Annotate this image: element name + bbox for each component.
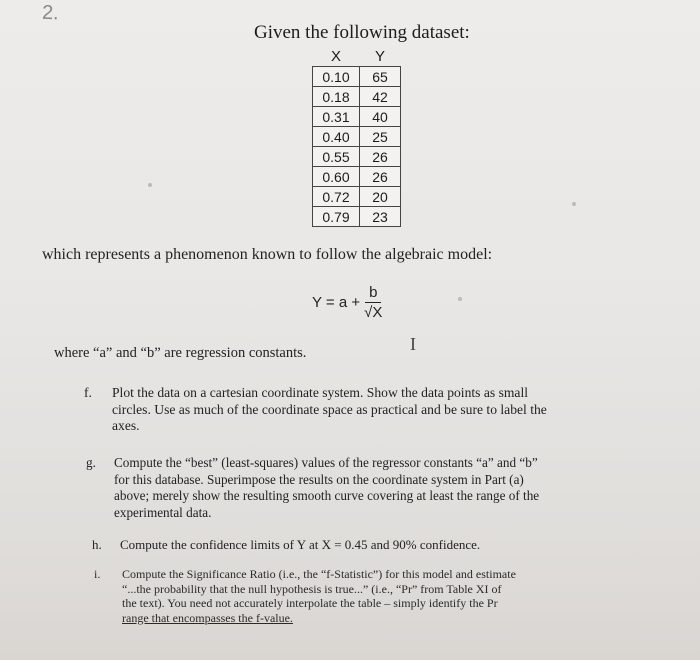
item-label: i. xyxy=(94,567,101,581)
cell-x: 0.10 xyxy=(313,67,360,87)
item-text xyxy=(122,567,516,625)
intro-heading: Given the following dataset: xyxy=(254,22,470,43)
where-statement: where “a” and “b” are regression constants. xyxy=(54,345,307,361)
cell-y: 20 xyxy=(360,187,401,207)
item-line: the text). You need not accurately interpolate the table – simply identify the Pr xyxy=(122,596,498,610)
cell-y: 26 xyxy=(360,167,401,187)
table-row xyxy=(313,207,401,227)
cell-x: 0.60 xyxy=(313,167,360,187)
cell-y: 42 xyxy=(360,87,401,107)
cell-y: 65 xyxy=(360,67,401,87)
item-text xyxy=(114,455,539,521)
dataset-table xyxy=(312,46,401,227)
item-text xyxy=(120,537,480,554)
item-line: Compute the Significance Ratio (i.e., the “f-Statistic”) for this model and estimate xyxy=(122,567,516,581)
table-row xyxy=(313,67,401,87)
cell-x: 0.31 xyxy=(313,107,360,127)
item-line: experimental data. xyxy=(114,504,212,520)
item-label: f. xyxy=(84,385,92,400)
item-label: g. xyxy=(86,455,96,470)
cell-y: 26 xyxy=(360,147,401,167)
cell-x: 0.18 xyxy=(313,87,360,107)
cell-x: 0.40 xyxy=(313,127,360,147)
formula-denominator: √X xyxy=(364,304,383,321)
table-row xyxy=(313,127,401,147)
item-line: above; merely show the resulting smooth curve covering at least the range of the xyxy=(114,488,540,503)
formula-fraction xyxy=(364,284,382,321)
item-line: for this database. Superimpose the results on the coordinate system in Part (a) xyxy=(114,471,524,487)
column-header-x: X xyxy=(330,47,341,65)
dataset-table-container xyxy=(312,46,401,227)
problem-number: 2. xyxy=(41,1,60,25)
table-row xyxy=(313,87,401,107)
item-line: circles. Use as much of the coordinate space as practical and be sure to label the xyxy=(112,401,547,417)
cell-x: 0.72 xyxy=(313,187,360,207)
cell-x: 0.79 xyxy=(313,207,360,227)
cell-x: 0.55 xyxy=(313,147,360,167)
table-row xyxy=(313,167,401,187)
cell-y: 23 xyxy=(360,207,401,227)
item-line: axes. xyxy=(112,418,140,433)
item-line: Plot the data on a cartesian coordinate system. Show the data points as small xyxy=(112,385,529,400)
item-line: range that encompasses the f-value. xyxy=(122,610,293,625)
cell-y: 25 xyxy=(360,127,401,147)
item-label: h. xyxy=(92,537,102,552)
text-cursor-icon: I xyxy=(410,334,416,354)
formula-lhs: Y = a + xyxy=(312,294,361,311)
item-line: “...the probability that the null hypothesis is true...” (i.e., “Pr” from Table XI of xyxy=(122,581,502,596)
model-formula xyxy=(312,284,382,321)
table-header-row xyxy=(313,46,401,67)
table-row xyxy=(313,147,401,167)
table-row xyxy=(313,107,401,127)
item-line: Compute the confidence limits of Y at X = 0.45 and 90% confidence. xyxy=(120,537,481,552)
decorative-speck xyxy=(572,202,576,206)
model-description: which represents a phenomenon known to follow the algebraic model: xyxy=(42,246,493,263)
item-text xyxy=(112,385,547,435)
item-line: Compute the “best” (least-squares) values of the regressor constants “a” and “b” xyxy=(114,455,538,470)
column-header-y: Y xyxy=(374,47,385,65)
table-row xyxy=(313,187,401,207)
decorative-speck xyxy=(148,183,152,187)
formula-numerator: b xyxy=(365,284,381,303)
cell-y: 40 xyxy=(360,107,401,127)
decorative-speck xyxy=(458,297,462,301)
